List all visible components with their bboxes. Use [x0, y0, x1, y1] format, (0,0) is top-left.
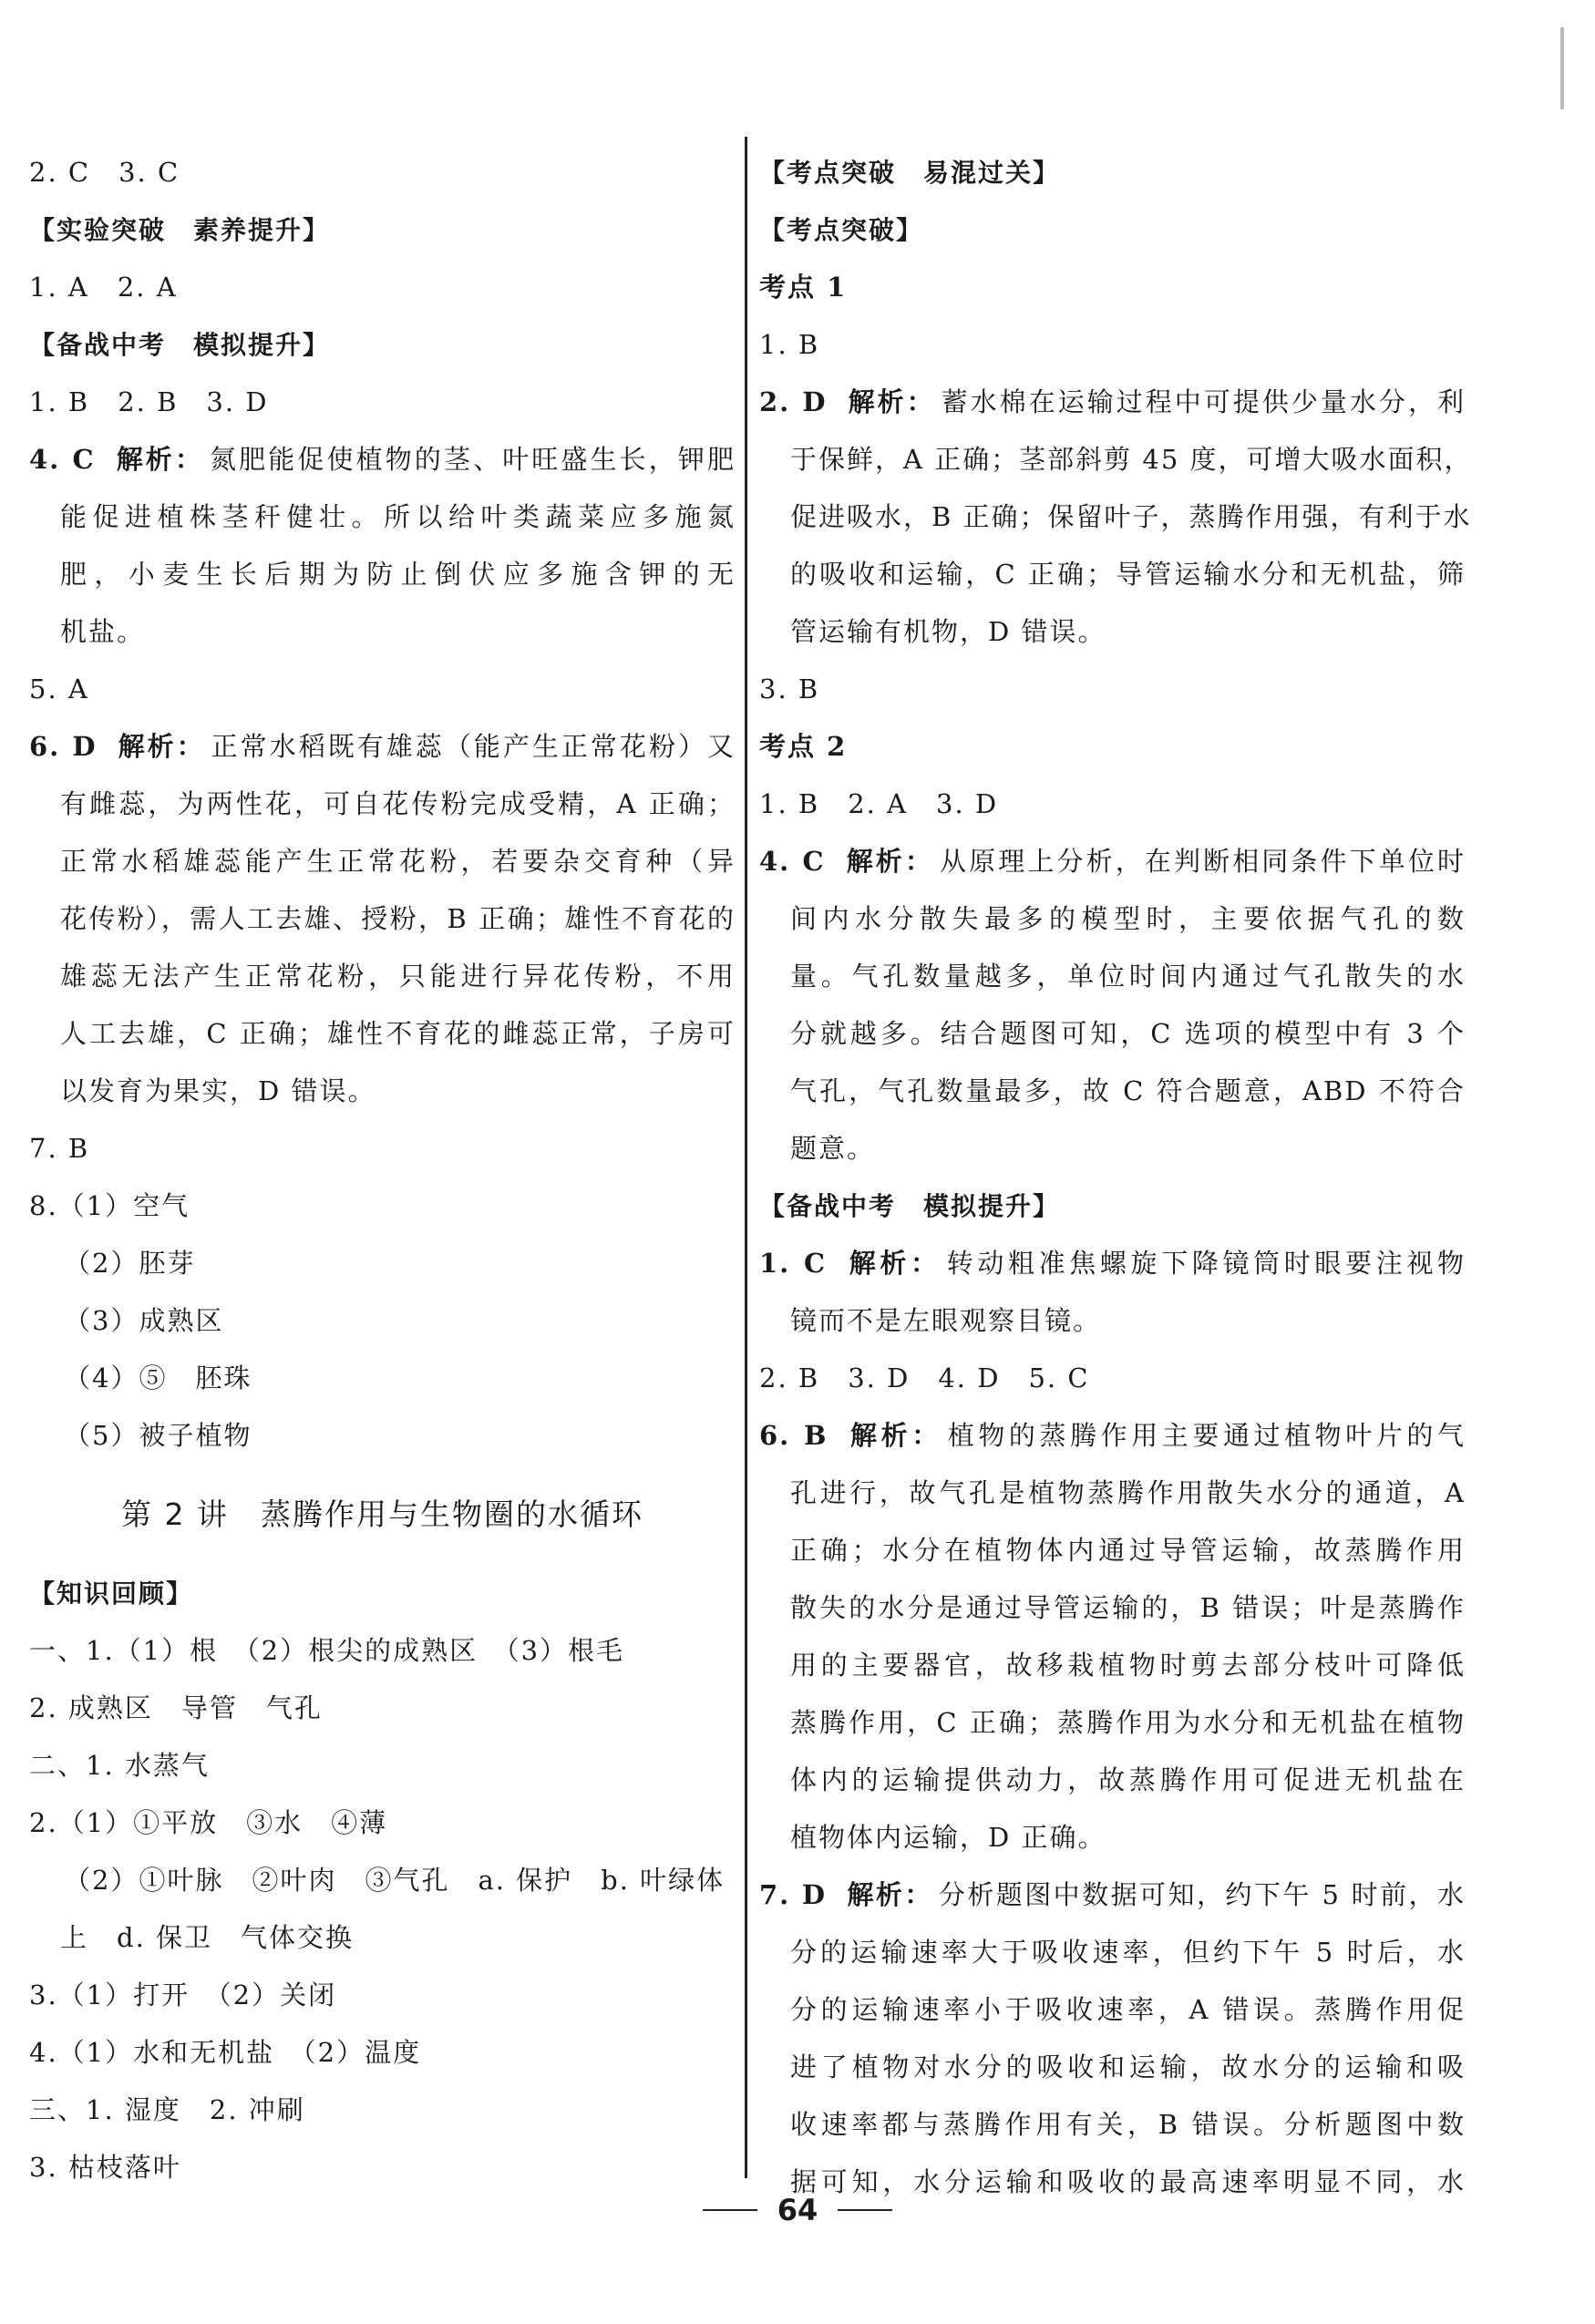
answer-line: [759, 1235, 1466, 1292]
analysis-continuation: 于保鲜，A 正确；茎部斜剪 45 度，可增大吸水面积，: [790, 444, 1473, 475]
answer-line: 2. B 3. D 4. D 5. C: [759, 1363, 1090, 1393]
column-divider: [745, 137, 747, 2178]
answer-line: [759, 1407, 1466, 1465]
answer-number: 1. C: [759, 1248, 828, 1279]
analysis-text: 蓄水棉在运输过程中可提供少量水分，利: [941, 386, 1466, 417]
topic-heading: 考点 1: [759, 272, 848, 303]
sub-answer: （2）①叶脉 ②叶肉 ③气孔 a. 保护 b. 叶绿体: [64, 1865, 725, 1896]
analysis-continuation: 有雌蕊，为两性花，可自花传粉完成受精，A 正确；: [60, 788, 736, 819]
answer-line: 1. B: [759, 329, 820, 360]
analysis-label: 解析：: [847, 386, 936, 417]
analysis-label: 解析：: [845, 846, 935, 877]
answer-number: 6. D: [29, 731, 98, 762]
answer-line: 一、1.（1）根 （2）根尖的成熟区 （3）根毛: [29, 1635, 625, 1666]
section-heading: 【知识回顾】: [29, 1578, 194, 1609]
answer-line: 7. B: [29, 1133, 90, 1164]
answer-number: 2. D: [759, 386, 828, 417]
section-heading: 【实验突破 素养提升】: [29, 215, 331, 245]
analysis-continuation: 正确；水分在植物体内通过导管运输，故蒸腾作用: [790, 1535, 1466, 1566]
analysis-continuation: 蒸腾作用，C 正确；蒸腾作用为水分和无机盐在植物: [790, 1707, 1466, 1738]
analysis-continuation: 的吸收和运输，C 正确；导管运输水分和无机盐，筛: [790, 559, 1466, 590]
answer-line: 5. A: [29, 674, 89, 704]
answer-line: 1. B 2. A 3. D: [759, 788, 999, 819]
analysis-continuation: 管运输有机物，D 错误。: [790, 616, 1106, 647]
answer-line: [759, 833, 1466, 890]
answer-line: 3. 枯枝落叶: [29, 2152, 181, 2183]
answer-line: 2. C 3. C: [29, 157, 180, 188]
analysis-continuation: 体内的运输提供动力，故蒸腾作用可促进无机盐在: [790, 1764, 1466, 1795]
section-heading: 【考点突破 易混过关】: [759, 158, 1061, 188]
footer-rule-left: [703, 2209, 757, 2211]
analysis-continuation: 促进吸水，B 正确；保留叶子，蒸腾作用强，有利于水: [790, 501, 1472, 532]
sub-answer: （5）被子植物: [64, 1420, 252, 1451]
answer-line: 二、1. 水蒸气: [29, 1750, 210, 1781]
analysis-continuation: 植物体内运输，D 正确。: [790, 1822, 1106, 1853]
right-column: [759, 144, 1473, 2211]
section-heading: 【考点突破】: [759, 215, 924, 245]
answer-line: [759, 1866, 1466, 1924]
analysis-label: 解析：: [117, 731, 206, 762]
analysis-continuation: 肥，小麦生长后期为防止倒伏应多施含钾的无: [60, 559, 736, 590]
analysis-continuation: 散失的水分是通过导管运输的，B 错误；叶是蒸腾作: [790, 1592, 1466, 1623]
section-heading: 【备战中考 模拟提升】: [759, 1191, 1061, 1221]
analysis-text: 氮肥能促使植物的茎、叶旺盛生长，钾肥: [210, 444, 736, 475]
section-heading: 【备战中考 模拟提升】: [29, 330, 331, 360]
answer-number: 6. B: [759, 1420, 828, 1451]
lecture-title: 第 2 讲 蒸腾作用与生物圈的水循环: [121, 1496, 643, 1532]
analysis-continuation: 正常水稻雄蕊能产生正常花粉，若要杂交育种（异: [60, 846, 736, 877]
answer-line: 8.（1）空气: [29, 1190, 190, 1221]
topic-heading: 考点 2: [759, 731, 848, 762]
analysis-continuation: 进了植物对水分的吸收和运输，故水分的运输和吸: [790, 2051, 1466, 2082]
analysis-continuation: 雄蕊无法产生正常花粉，只能进行异花传粉，不用: [60, 961, 736, 992]
left-column: [29, 144, 736, 2196]
answer-number: 4. C: [759, 846, 826, 877]
analysis-continuation: 镜而不是左眼观察目镜。: [790, 1305, 1102, 1336]
page-footer: [0, 2183, 1595, 2237]
answer-line: [29, 431, 736, 488]
sub-answer: （2）胚芽: [64, 1248, 196, 1279]
analysis-continuation: 花传粉），需人工去雄、授粉，B 正确；雄性不育花的: [60, 903, 736, 934]
analysis-continuation: 能促进植株茎秆健壮。所以给叶类蔬菜应多施氮: [60, 501, 736, 532]
analysis-continuation: 用的主要器官，故移栽植物时剪去部分枝叶可降低: [790, 1650, 1466, 1681]
answer-line: 2.（1）①平放 ③水 ④薄: [29, 1807, 388, 1838]
answer-number: 7. D: [759, 1879, 827, 1910]
sub-answer: （4）⑤ 胚珠: [64, 1363, 252, 1393]
analysis-label: 解析：: [848, 1420, 942, 1451]
answer-line: 4.（1）水和无机盐 （2）温度: [29, 2037, 422, 2068]
analysis-continuation: 分就越多。结合题图可知，C 选项的模型中有 3 个: [790, 1018, 1466, 1049]
analysis-continuation: 气孔，气孔数量最多，故 C 符合题意，ABD 不符合: [790, 1075, 1466, 1106]
answer-line: 1. A 2. A: [29, 272, 178, 303]
answer-number: 4. C: [29, 444, 96, 475]
answer-line: 3. B: [759, 674, 820, 704]
answer-line: 2. 成熟区 导管 气孔: [29, 1692, 323, 1723]
analysis-continuation: 孔进行，故气孔是植物蒸腾作用散失水分的通道，A: [790, 1477, 1466, 1508]
answer-line: 1. B 2. B 3. D: [29, 386, 269, 417]
sub-answer: （3）成熟区: [64, 1305, 224, 1336]
page-edge-mark: [1560, 27, 1564, 109]
page-number: 64: [777, 2193, 818, 2227]
analysis-continuation: 人工去雄，C 正确；雄性不育花的雌蕊正常，子房可: [60, 1018, 736, 1049]
analysis-continuation: 收速率都与蒸腾作用有关，B 错误。分析题图中数: [790, 2109, 1466, 2140]
analysis-continuation: 量。气孔数量越多，单位时间内通过气孔散失的水: [790, 961, 1466, 992]
analysis-label: 解析：: [847, 1248, 942, 1279]
analysis-text: 分析题图中数据可知，约下午 5 时前，水: [938, 1879, 1466, 1910]
analysis-continuation: 分的运输速率小于吸收速率，A 错误。蒸腾作用促: [790, 1994, 1466, 2025]
analysis-text: 植物的蒸腾作用主要通过植物叶片的气: [947, 1420, 1466, 1451]
analysis-continuation: 间内水分散失最多的模型时，主要依据气孔的数: [790, 903, 1466, 934]
analysis-label: 解析：: [115, 444, 205, 475]
analysis-text: 从原理上分析，在判断相同条件下单位时: [940, 846, 1466, 877]
footer-rule-right: [838, 2209, 892, 2211]
answer-continuation: 上 d. 保卫 气体交换: [60, 1922, 355, 1953]
analysis-text: 正常水稻既有雄蕊（能产生正常花粉）又: [211, 731, 736, 762]
answer-line: [29, 718, 736, 776]
analysis-label: 解析：: [846, 1879, 933, 1910]
analysis-text: 转动粗准焦螺旋下降镜筒时眼要注视物: [946, 1248, 1466, 1279]
answer-line: 3.（1）打开 （2）关闭: [29, 1980, 337, 2010]
analysis-continuation: 机盐。: [60, 616, 146, 647]
analysis-continuation: 分的运输速率大于吸收速率，但约下午 5 时后，水: [790, 1937, 1466, 1968]
analysis-continuation: 以发育为果实，D 错误。: [60, 1075, 376, 1106]
answer-line: 三、1. 湿度 2. 冲刷: [29, 2094, 305, 2125]
analysis-continuation: 题意。: [790, 1133, 876, 1164]
answer-line: [759, 374, 1466, 431]
analysis-continuation: 据可知，水分运输和吸收的最高速率明显不同，水: [790, 2166, 1466, 2197]
